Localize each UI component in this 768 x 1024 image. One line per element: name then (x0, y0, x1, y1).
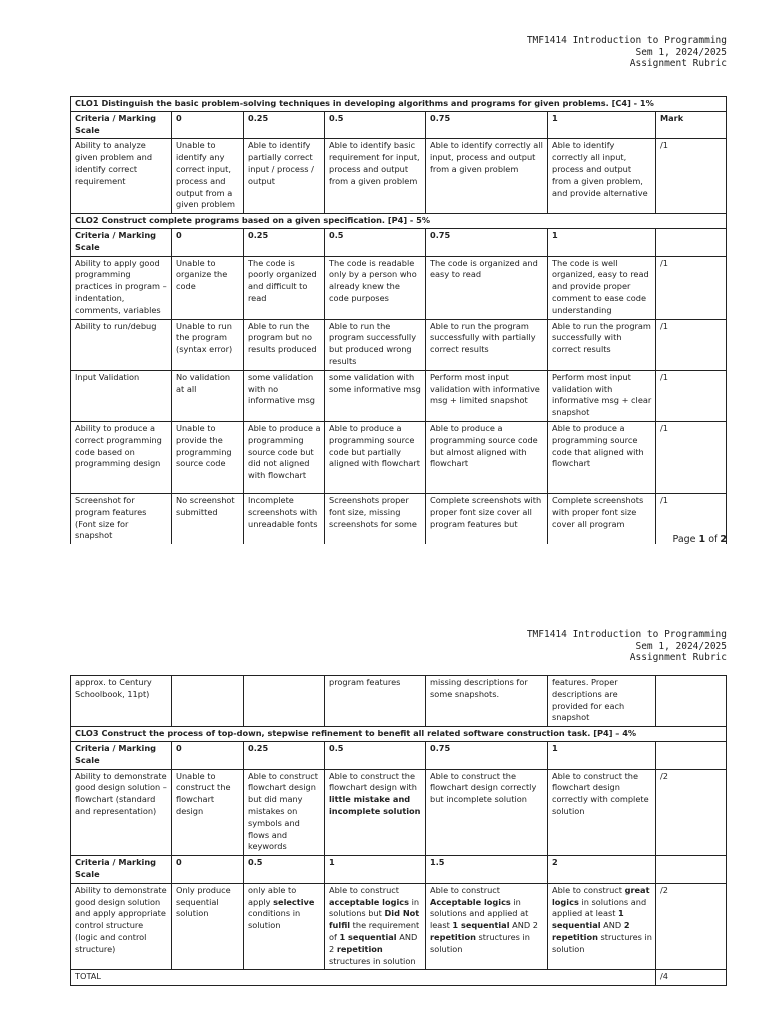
clo3-title: CLO3 Construct the process of top-down, stepwise refinement to benefit all related software construction task. [P4] – 4% (71, 727, 727, 742)
mark-cell: /1 (656, 370, 727, 421)
clo3-title-row (71, 727, 727, 742)
rubric-cell: features. Proper descriptions are provided for each snapshot (548, 676, 656, 727)
header-score: 0 (172, 741, 244, 769)
header-score: 1 (548, 111, 656, 139)
rubric-cell: Incomplete screenshots with unreadable fonts (244, 493, 325, 544)
header-score: 0.75 (426, 111, 548, 139)
rubric-cell: Able to run the program successfully with correct results (548, 319, 656, 370)
clo1-header-row (71, 111, 727, 139)
criteria-cell: Ability to demonstrate good design solution and apply appropriate control structure (logic and control structure) (71, 883, 172, 970)
course-title: TMF1414 Introduction to Programming (526, 629, 727, 640)
page-2 (0, 626, 768, 1024)
cell-text: structures in solution (430, 931, 530, 954)
rubric-cell: Able to construct the flowchart design correctly with complete solution (548, 769, 656, 856)
course-title: TMF1414 Introduction to Programming (526, 35, 727, 46)
header-score: 0.5 (325, 741, 426, 769)
criteria-cell: Ability to produce a correct programming code based on programming design (71, 421, 172, 493)
table-row (71, 319, 727, 370)
rubric-cell: Screenshots proper font size, missing screenshots for some (325, 493, 426, 544)
criteria-cell: Ability to demonstrate good design solution – flowchart (standard and representation) (71, 769, 172, 856)
cell-text: Able to construct the flowchart design with (329, 770, 417, 793)
rubric-cell: Able to run the program successfully but produced wrong results (325, 319, 426, 370)
header-criteria: Criteria / Marking Scale (71, 111, 172, 139)
page-gap (0, 552, 768, 626)
mark-cell: /2 (656, 883, 727, 970)
rubric-cell: Unable to run the program (syntax error) (172, 319, 244, 370)
criteria-cell: Screenshot for program features (Font size for snapshot (71, 493, 172, 544)
table-row (71, 139, 727, 214)
cell-emphasis: little mistake and incomplete solution (329, 794, 421, 816)
header-mark (656, 228, 727, 256)
rubric-cell: Able to produce a programming source code but did not aligned with flowchart (244, 421, 325, 493)
page-number-of: of (705, 534, 721, 545)
header-score: 0.75 (426, 228, 548, 256)
rubric-cell (325, 769, 426, 856)
rubric-cell: Unable to identify any correct input, process and output from a given problem (172, 139, 244, 214)
cell-emphasis: selective (273, 896, 315, 907)
table-row (71, 421, 727, 493)
rubric-cell: Able to identify correctly all input, process and output from a given problem (426, 139, 548, 214)
rubric-cell: Perform most input validation with informative msg + limited snapshot (426, 370, 548, 421)
mark-cell: /1 (656, 493, 727, 544)
page-header (527, 35, 727, 70)
clo3-header-row-b (71, 856, 727, 884)
clo2-title: CLO2 Construct complete programs based on a given specification. [P4] - 5% (71, 214, 727, 229)
cell-emphasis: 1 sequential (552, 908, 624, 931)
mark-cell: /1 (656, 421, 727, 493)
cell-text: in solutions and applied at least (430, 896, 529, 931)
rubric-cell: Able to identify correctly all input, process and output from a given problem, and provide alternative (548, 139, 656, 214)
semester: Sem 1, 2024/2025 (635, 46, 727, 58)
cell-text: AND 2 (509, 920, 538, 931)
header-mark (656, 856, 727, 884)
clo3-header-row (71, 741, 727, 769)
header-criteria: Criteria / Marking Scale (71, 228, 172, 256)
cell-emphasis: Did Not fulfil (329, 908, 420, 931)
rubric-table-page-1 (70, 96, 727, 544)
rubric-cell: Able to identify partially correct input / process / output (244, 139, 325, 214)
rubric-cell: Able to produce a programming source code but partially aligned with flowchart (325, 421, 426, 493)
page-number-prefix: Page (672, 534, 699, 545)
rubric-cell: Able to construct the flowchart design correctly but incomplete solution (426, 769, 548, 856)
criteria-cell: Ability to run/debug (71, 319, 172, 370)
clo2-header-row (71, 228, 727, 256)
criteria-cell: Input Validation (71, 370, 172, 421)
header-mark (656, 741, 727, 769)
header-score: 0 (172, 228, 244, 256)
cell-emphasis: 1 sequential (339, 931, 397, 942)
header-criteria: Criteria / Marking Scale (71, 856, 172, 884)
header-score: 0.25 (244, 228, 325, 256)
cell-text: structures in solution (329, 955, 416, 966)
total-row (71, 970, 727, 986)
total-mark: /4 (656, 970, 727, 986)
header-score: 0.5 (325, 228, 426, 256)
document-title: Assignment Rubric (629, 652, 727, 663)
clo2-title-row (71, 214, 727, 229)
rubric-cell: Unable to construct the flowchart design (172, 769, 244, 856)
rubric-cell: The code is well organized, easy to read and provide proper comment to ease code understanding (548, 256, 656, 319)
cell-text: Able to construct (430, 884, 500, 895)
rubric-cell: Able to run the program but no results produced (244, 319, 325, 370)
header-score: 0.25 (244, 741, 325, 769)
rubric-cell (244, 676, 325, 727)
clo1-title-row (71, 97, 727, 112)
cell-emphasis: repetition (430, 931, 476, 942)
page-number (673, 534, 727, 545)
rubric-cell: Able to identify basic requirement for input, process and output from a given problem (325, 139, 426, 214)
header-score: 0.75 (426, 741, 548, 769)
cell-text: in solutions and applied at least (552, 896, 647, 919)
header-score: 0 (172, 856, 244, 884)
clo1-title: CLO1 Distinguish the basic problem-solving techniques in developing algorithms and programs for given problems. [C4] - 1% (71, 97, 727, 112)
page-current: 1 (698, 534, 706, 545)
total-label: TOTAL (71, 970, 656, 986)
cell-emphasis: acceptable logics (329, 896, 409, 907)
rubric-cell: The code is poorly organized and difficult to read (244, 256, 325, 319)
table-row (71, 676, 727, 727)
cell-text: AND 2 (329, 931, 418, 954)
rubric-cell: The code is organized and easy to read (426, 256, 548, 319)
cell-text: in solutions but (329, 896, 420, 919)
table-row (71, 883, 727, 970)
rubric-table-page-2 (70, 675, 727, 986)
cell-text: conditions in solution (248, 908, 301, 931)
rubric-cell: some validation with no informative msg (244, 370, 325, 421)
header-score: 0 (172, 111, 244, 139)
header-score: 0.25 (244, 111, 325, 139)
rubric-cell: Unable to provide the programming source code (172, 421, 244, 493)
page-total: 2 (720, 534, 727, 545)
rubric-cell: The code is readable only by a person who already knew the code purposes (325, 256, 426, 319)
table-row (71, 769, 727, 856)
rubric-cell: some validation with some informative msg (325, 370, 426, 421)
cell-emphasis: 2 repetition (552, 920, 630, 942)
table-row (71, 370, 727, 421)
header-criteria: Criteria / Marking Scale (71, 741, 172, 769)
mark-cell (656, 676, 727, 727)
rubric-cell: missing descriptions for some snapshots. (426, 676, 548, 727)
header-score: 1 (548, 228, 656, 256)
cell-emphasis: Acceptable logics (430, 896, 511, 907)
criteria-cell: Ability to apply good programming practices in program – indentation, comments, variables (71, 256, 172, 319)
document-title: Assignment Rubric (629, 58, 727, 69)
rubric-cell (325, 883, 426, 970)
header-score: 1.5 (426, 856, 548, 884)
cell-emphasis: great logics (552, 884, 650, 907)
rubric-cell: Complete screenshots with proper font size cover all program (548, 493, 656, 544)
rubric-cell: Able to produce a programming source code but almost aligned with flowchart (426, 421, 548, 493)
rubric-cell: No screenshot submitted (172, 493, 244, 544)
header-mark: Mark (656, 111, 727, 139)
cell-text: only able to apply (248, 884, 297, 907)
page-header (527, 629, 727, 664)
rubric-cell (426, 883, 548, 970)
criteria-cell: Ability to analyze given problem and identify correct requirement (71, 139, 172, 214)
rubric-cell (172, 676, 244, 727)
header-score: 2 (548, 856, 656, 884)
rubric-cell: Perform most input validation with informative msg + clear snapshot (548, 370, 656, 421)
cell-text: structures in solution (552, 931, 652, 954)
table-row (71, 493, 727, 544)
cell-text: Able to construct (329, 884, 399, 895)
mark-cell: /1 (656, 256, 727, 319)
rubric-cell: Unable to organize the code (172, 256, 244, 319)
header-score: 1 (548, 741, 656, 769)
cell-text: AND (600, 920, 624, 931)
table-row (71, 256, 727, 319)
rubric-cell: Able to construct flowchart design but did many mistakes on symbols and flows and keywords (244, 769, 325, 856)
mark-cell: /1 (656, 139, 727, 214)
rubric-cell: Able to run the program successfully with partially correct results (426, 319, 548, 370)
rubric-cell: Able to produce a programming source code that aligned with flowchart (548, 421, 656, 493)
header-score: 0.5 (244, 856, 325, 884)
rubric-cell: Only produce sequential solution (172, 883, 244, 970)
mark-cell: /2 (656, 769, 727, 856)
header-score: 0.5 (325, 111, 426, 139)
cell-emphasis: 1 sequential (452, 920, 510, 931)
header-score: 1 (325, 856, 426, 884)
mark-cell: /1 (656, 319, 727, 370)
criteria-cell: approx. to Century Schoolbook, 11pt) (71, 676, 172, 727)
cell-text: the requirement of (329, 920, 420, 942)
rubric-cell (244, 883, 325, 970)
rubric-cell: Complete screenshots with proper font size cover all program features but (426, 493, 548, 544)
rubric-cell: No validation at all (172, 370, 244, 421)
cell-text: Able to construct (552, 884, 625, 895)
rubric-cell: program features (325, 676, 426, 727)
semester: Sem 1, 2024/2025 (635, 640, 727, 652)
cell-emphasis: repetition (336, 943, 383, 954)
rubric-cell (548, 883, 656, 970)
